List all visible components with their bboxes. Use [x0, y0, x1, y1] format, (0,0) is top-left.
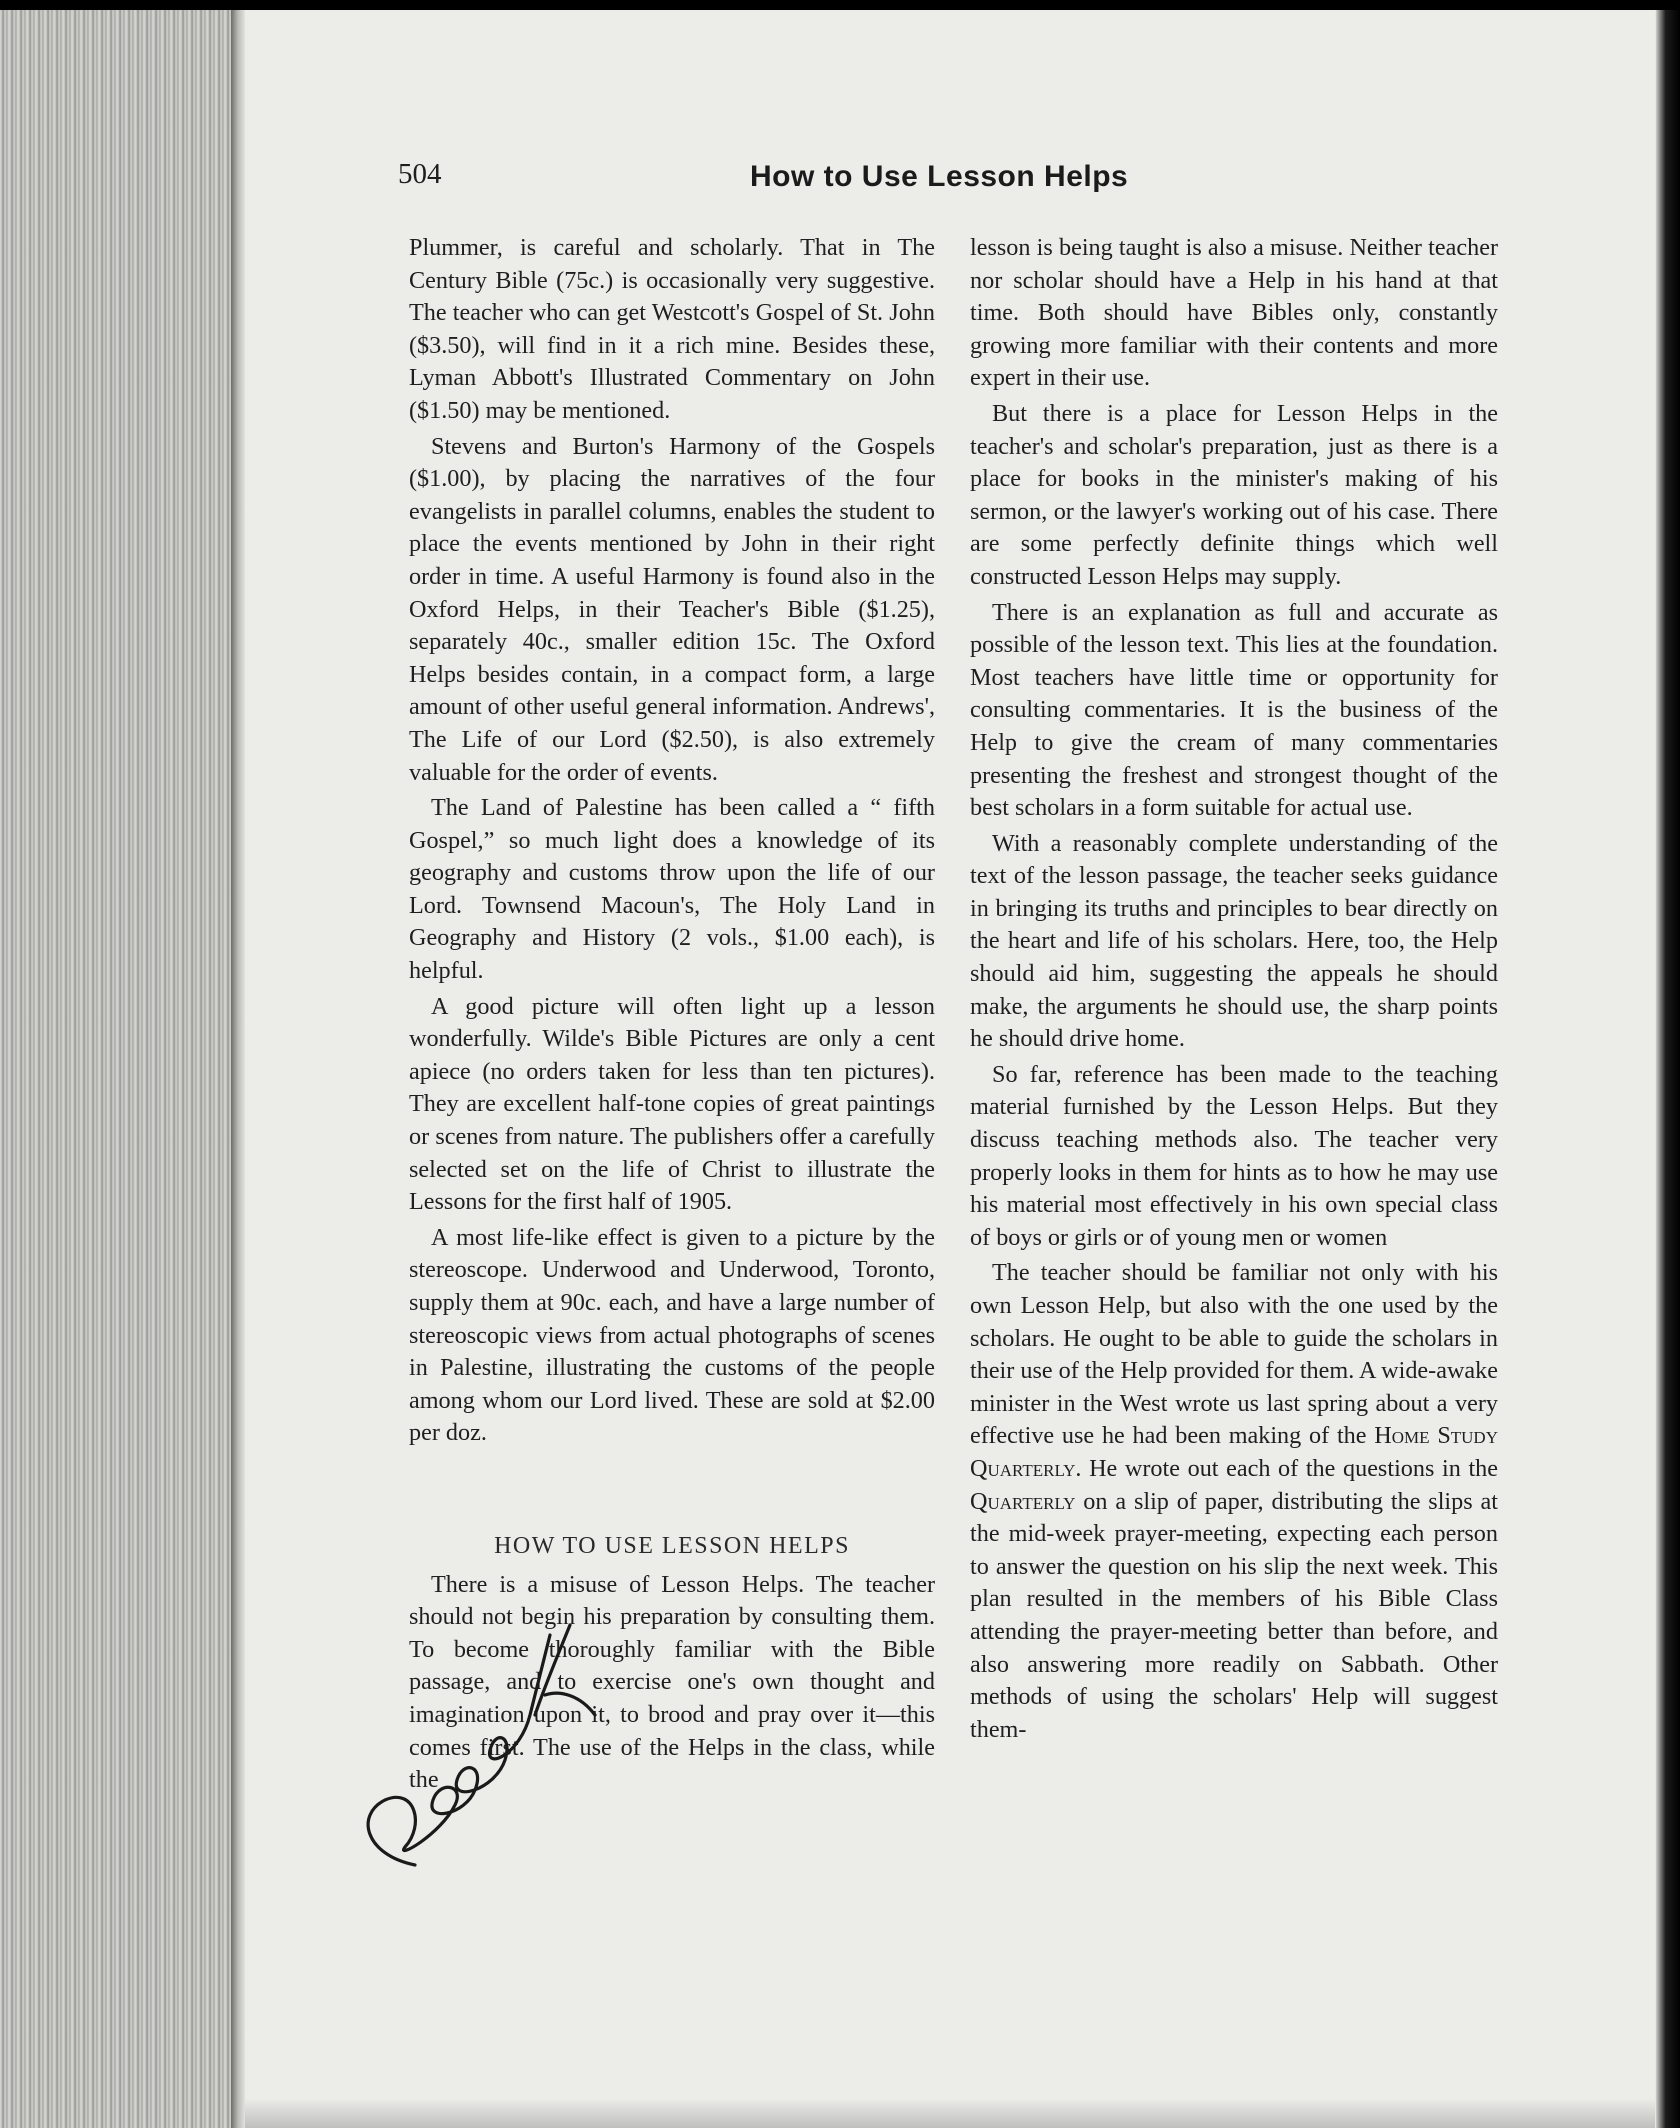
- paragraph: lesson is being taught is also a misuse. Neither teacher nor scholar should have a Help in his hand at that time. Both should have Bibles only, constantly growing more familiar with their contents and more expert in their use.: [970, 234, 1498, 392]
- paragraph: There is an explanation as full and accurate as possible of the lesson text. This lies at the foundation. Most teachers have little time or opportunity for consulting commentaries. It is the business of the Help to give the cream of many commentaries presenting the freshest and strongest thought of the best scholars in a form suitable for actual use.: [970, 598, 1498, 822]
- paragraph: A good picture will often light up a lesson wonderfully. Wilde's Bible Pictures are only a cent apiece (no orders taken for less than ten pictures). They are excellent half-tone copies of great paintings or scenes from nature. The publishers offer a carefully selected set on the life of Christ to illustrate the Lessons for the first half of 1905.: [409, 992, 935, 1216]
- section-heading: HOW TO USE LESSON HELPS: [494, 1532, 850, 1559]
- page-edges: [0, 10, 245, 2128]
- paragraph: But there is a place for Lesson Helps in the teacher's and scholar's preparation, just as there is a place for books in the minister's making of his sermon, or the lawyer's working out of his case. There are some perfectly definite things which well constructed Lesson Helps may supply.: [970, 399, 1498, 590]
- paragraph: A most life-like effect is given to a picture by the stereoscope. Underwood and Underwood, Toronto, supply them at 90c. each, and have a large number of stereoscopic views from actual photographs of scenes in Palestine, illustrating the customs of the people among whom our Lord lived. These are sold at $2.00 per doz.: [409, 1223, 935, 1447]
- text-run: . He wrote out each of the questions in the: [1075, 1454, 1498, 1482]
- right-column: [970, 232, 1498, 1749]
- publication-title: Quarterly: [970, 1487, 1076, 1515]
- paragraph: With a reasonably complete understanding of the text of the lesson passage, the teacher seeks guidance in bringing its truths and principles to bear directly on the heart and life of his scholars. Here, too, the Help should aid him, suggesting the appeals he should make, the arguments he should use, the sharp points he should drive home.: [970, 829, 1498, 1053]
- text-run: The teacher should be familiar not only with his own Lesson Help, but also with the one used by the scholars. He ought to be able to guide the scholars in their use of the Help provided for them. A wide-awake minister in the West wrote us last spring about a very effective use he had been making of the: [970, 1259, 1498, 1450]
- running-head: How to Use Lesson Helps: [750, 160, 1129, 193]
- bottom-shadow: [245, 2098, 1655, 2128]
- paragraph: Plummer, is careful and scholarly. That in The Century Bible (75c.) is occasionally very suggestive. The teacher who can get Westcott's Gospel of St. John ($3.50), will find in it a rich mine. Besides these, Lyman Abbott's Illustrated Commentary on John ($1.50) may be mentioned.: [409, 234, 935, 424]
- paragraph: So far, reference has been made to the teaching material furnished by the Lesson Helps. But they discuss teaching methods also. The teacher very properly looks in them for hints as to how he may use his material most effectively in his own special class of boys or girls or of young men or women: [970, 1060, 1498, 1251]
- paragraph: There is a misuse of Lesson Helps. The teacher should not begin his preparation by consulting them. To become thoroughly familiar with the Bible passage, and to exercise one's own thought and imagination upon it, to brood and pray over it—this comes first. The use of the Helps in the class, while the: [409, 1570, 935, 1794]
- scan-border: [1656, 10, 1680, 2128]
- publication-title: Home Study Quarterly: [970, 1422, 1498, 1482]
- paragraph: Stevens and Burton's Harmony of the Gospels ($1.00), by placing the narratives of the four evangelists in parallel columns, enables the student to place the events mentioned by John in their right order in time. A useful Harmony is found also in the Oxford Helps, in their Teacher's Bible ($1.25), separately 40c., smaller edition 15c. The Oxford Helps besides contain, in a compact form, a large amount of other useful general information. Andrews', The Life of our Lord ($2.50), is also extremely valuable for the order of events.: [409, 432, 935, 786]
- paragraph: The Land of Palestine has been called a “ fifth Gospel,” so much light does a knowledge of its geography and customs throw upon the life of our Lord. Townsend Macoun's, The Holy Land in Geography and History (2 vols., $1.00 each), is helpful.: [409, 794, 935, 985]
- handwritten-signature: [345, 1565, 605, 1885]
- paragraph: [970, 1257, 1498, 1746]
- page-number: 504: [398, 158, 442, 190]
- text-run: on a slip of paper, distributing the slips at the mid-week prayer-meeting, expecting each person to answer the question on his slip the next week. This plan resulted in the members of his Bible Class attending the prayer-meeting better than before, and also answering more readily on Sabbath. Other methods of using the scholars' Help will suggest them-: [970, 1487, 1498, 1743]
- book-page: [0, 10, 1680, 2128]
